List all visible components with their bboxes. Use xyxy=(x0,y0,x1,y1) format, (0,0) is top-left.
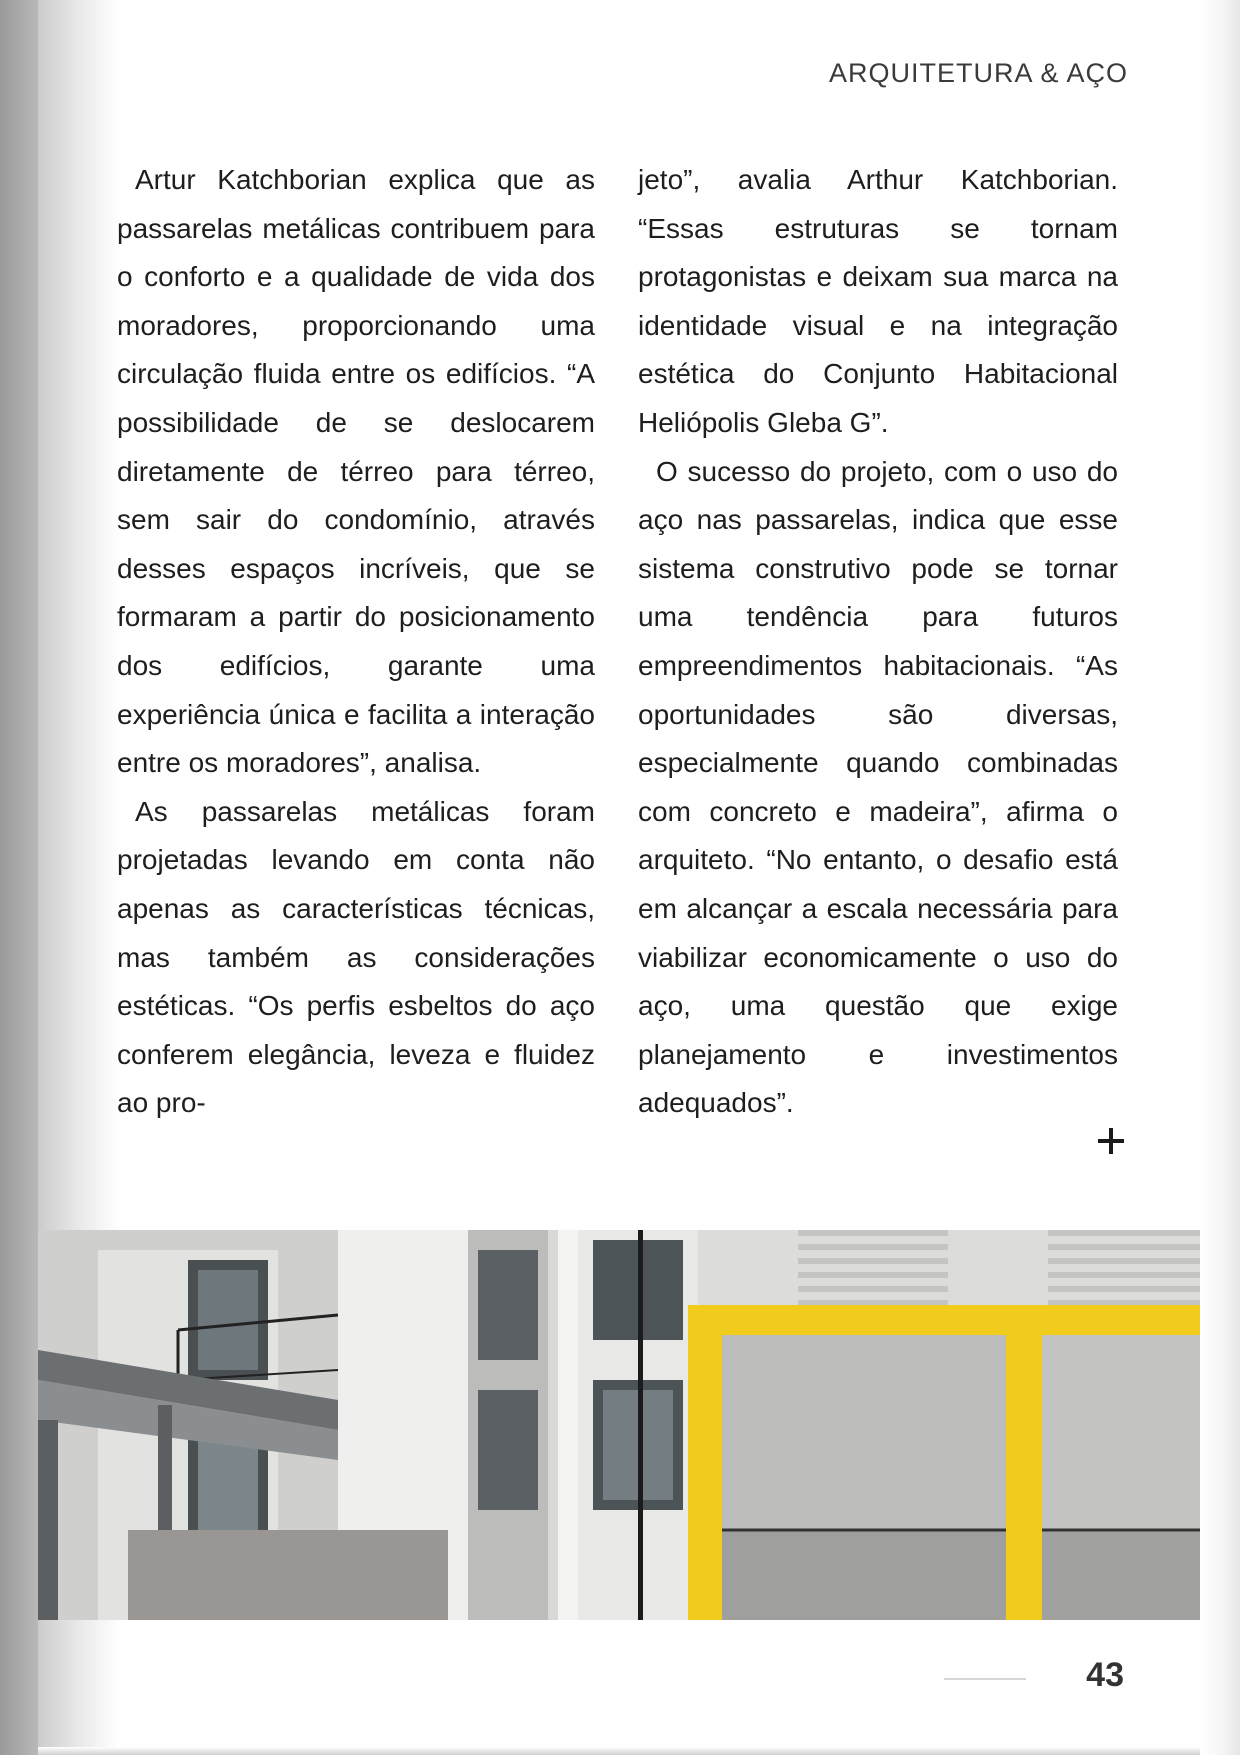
page-bottom-edge xyxy=(38,1747,1200,1755)
section-title: ARQUITETURA & AÇO xyxy=(828,58,1128,88)
paragraph: O sucesso do projeto, com o uso do aço nas passarelas, indica que esse sistema construtivo pode se tornar uma tendência para futuros empreendimentos habitacionais. “As oportunidades são diversas, especialmente quando combinadas com concreto e madeira”, afirma o arquiteto. “No entanto, o desafio está em alcançar a escala necessária para viabilizar economicamente o uso do aço, uma questão que exige planejamento e investimentos adequados”. xyxy=(638,455,1118,1119)
paragraph: As passarelas metálicas foram projetadas levando em conta não apenas as características técnicas, mas também as considerações estéticas. “Os perfis esbeltos do aço conferem elegância, leveza e fluidez ao pro- xyxy=(117,795,595,1119)
page-edge xyxy=(1200,0,1240,1755)
article-column-left xyxy=(117,156,595,1128)
building-photo xyxy=(38,1230,1200,1620)
footer-rule xyxy=(944,1678,1026,1680)
paragraph: jeto”, avalia Arthur Katchborian. “Essas estruturas se tornam protagonistas e deixam sua marca na identidade visual e na integração estética do Conjunto Habitacional Heliópolis Gleba G”. xyxy=(638,164,1118,438)
article-column-right xyxy=(638,156,1118,1128)
page-number: 43 xyxy=(1086,1656,1124,1694)
paragraph: Artur Katchborian explica que as passarelas metálicas contribuem para o conforto e a qualidade de vida dos moradores, proporcionando uma circulação fluida entre os edifícios. “A possibilidade de se deslocarem diretamente de térreo para térreo, sem sair do condomínio, através desses espaços incríveis, que se formaram a partir do posicionamento dos edifícios, garante uma experiência única e facilita a interação entre os moradores”, analisa. xyxy=(117,164,595,779)
plus-icon xyxy=(1098,1128,1124,1154)
